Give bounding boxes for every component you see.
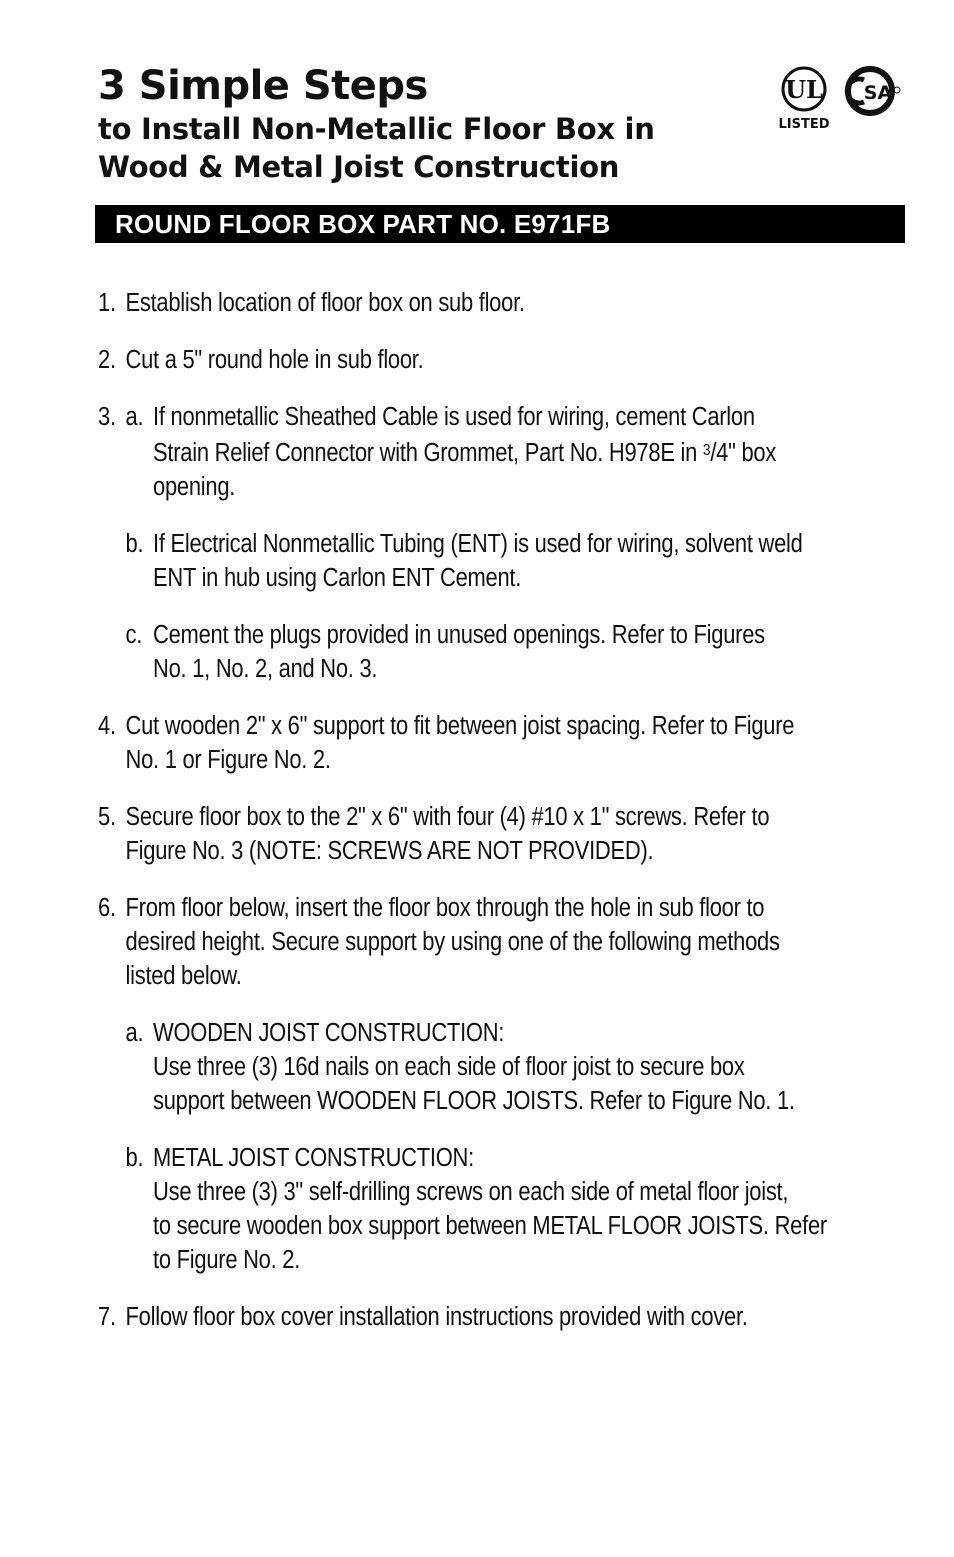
- text-line: No. 1 or Figure No. 2.: [125, 746, 331, 774]
- step-number: 6.: [98, 894, 116, 922]
- step-number: 3.: [98, 403, 116, 431]
- step-number: 5.: [98, 803, 116, 831]
- step-text: Establish location of floor box on sub floor.: [125, 289, 525, 317]
- instruction-steps: [98, 286, 910, 1357]
- ul-logo-text: UL: [785, 75, 823, 104]
- text-line: desired height. Secure support by using one of the following methods: [125, 928, 780, 956]
- step-3-continued: [98, 527, 910, 709]
- step-number: 1.: [98, 289, 116, 317]
- step-text: [126, 891, 910, 993]
- step-4: [98, 709, 910, 777]
- step-6a: [126, 1016, 910, 1118]
- sub-label: a.: [125, 1019, 144, 1047]
- step-6b: [126, 1141, 910, 1277]
- step-3a: [126, 400, 910, 504]
- text-line: [153, 434, 910, 470]
- subtitle-line-1: to Install Non-Metallic Floor Box in: [98, 112, 655, 146]
- text-line: opening.: [153, 473, 236, 501]
- certification-logos: [778, 62, 908, 142]
- text-line: Figure No. 3 (NOTE: SCREWS ARE NOT PROVIDED).: [125, 837, 654, 865]
- step-3b: [126, 527, 910, 595]
- sub-label: b.: [125, 530, 144, 558]
- sub-heading: METAL JOIST CONSTRUCTION:: [153, 1144, 474, 1172]
- text-line: support between WOODEN FLOOR JOISTS. Refer to Figure No. 1.: [153, 1087, 795, 1115]
- text-line: No. 1, No. 2, and No. 3.: [153, 655, 378, 683]
- step-3c: [126, 618, 910, 686]
- text-line: Cement the plugs provided in unused openings. Refer to Figures: [153, 621, 765, 649]
- step-number: 2.: [98, 346, 116, 374]
- sub-text: [153, 400, 910, 504]
- sub-label: b.: [125, 1144, 144, 1172]
- text-line: If Electrical Nonmetallic Tubing (ENT) is used for wiring, solvent weld: [153, 530, 803, 558]
- banner-text: ROUND FLOOR BOX PART NO. E971FB: [115, 209, 611, 239]
- step-text: [126, 800, 910, 868]
- step-number: 4.: [98, 712, 116, 740]
- text-line: Cut wooden 2" x 6" support to fit between joist spacing. Refer to Figure: [125, 712, 795, 740]
- text-line: From floor below, insert the floor box through the hole in sub floor to: [125, 894, 765, 922]
- step-3-subitems: [126, 400, 910, 527]
- step-1: [98, 286, 910, 320]
- text-line: listed below.: [125, 962, 242, 990]
- sub-text: [153, 1141, 910, 1277]
- step-5: [98, 800, 910, 868]
- step-text: [126, 709, 910, 777]
- sub-label: a.: [125, 403, 144, 431]
- part-number-banner: [95, 205, 905, 243]
- step-3: [98, 400, 910, 527]
- text-line: Use three (3) 3" self-drilling screws on each side of metal floor joist,: [153, 1178, 789, 1206]
- ul-listed-logo: [778, 68, 829, 132]
- sub-text: [153, 1016, 910, 1118]
- step-6: [98, 891, 910, 1300]
- sub-text: [153, 527, 910, 595]
- text-fragment: /4" box: [710, 439, 777, 467]
- ul-listed-text: LISTED: [778, 117, 830, 132]
- csa-logo: [847, 69, 900, 113]
- page-title: 3 Simple Steps: [98, 63, 428, 109]
- step-number: 7.: [98, 1303, 116, 1331]
- step-6-body: [126, 891, 910, 1300]
- sub-heading: WOODEN JOIST CONSTRUCTION:: [153, 1019, 505, 1047]
- page-subtitle: [98, 110, 758, 186]
- text-line: ENT in hub using Carlon ENT Cement.: [153, 564, 522, 592]
- text-fragment: Strain Relief Connector with Grommet, Part No. H978E in: [153, 439, 703, 467]
- text-line: to Figure No. 2.: [153, 1246, 301, 1274]
- csa-logo-text: SA: [863, 82, 893, 104]
- text-line: Secure floor box to the 2" x 6" with four (4) #10 x 1" screws. Refer to: [125, 803, 770, 831]
- sub-text: [153, 618, 910, 686]
- step-7: [98, 1300, 910, 1334]
- text-line: Use three (3) 16d nails on each side of floor joist to secure box: [153, 1053, 745, 1081]
- step-text: Follow floor box cover installation instructions provided with cover.: [125, 1303, 748, 1331]
- step-text: Cut a 5" round hole in sub floor.: [125, 346, 424, 374]
- step-2: [98, 343, 910, 377]
- subtitle-line-2: Wood & Metal Joist Construction: [98, 150, 620, 184]
- sub-label: c.: [125, 621, 143, 649]
- text-line: to secure wooden box support between METAL FLOOR JOISTS. Refer: [153, 1212, 827, 1240]
- text-line: If nonmetallic Sheathed Cable is used for wiring, cement Carlon: [153, 403, 755, 431]
- fraction-numerator: 3: [702, 442, 711, 459]
